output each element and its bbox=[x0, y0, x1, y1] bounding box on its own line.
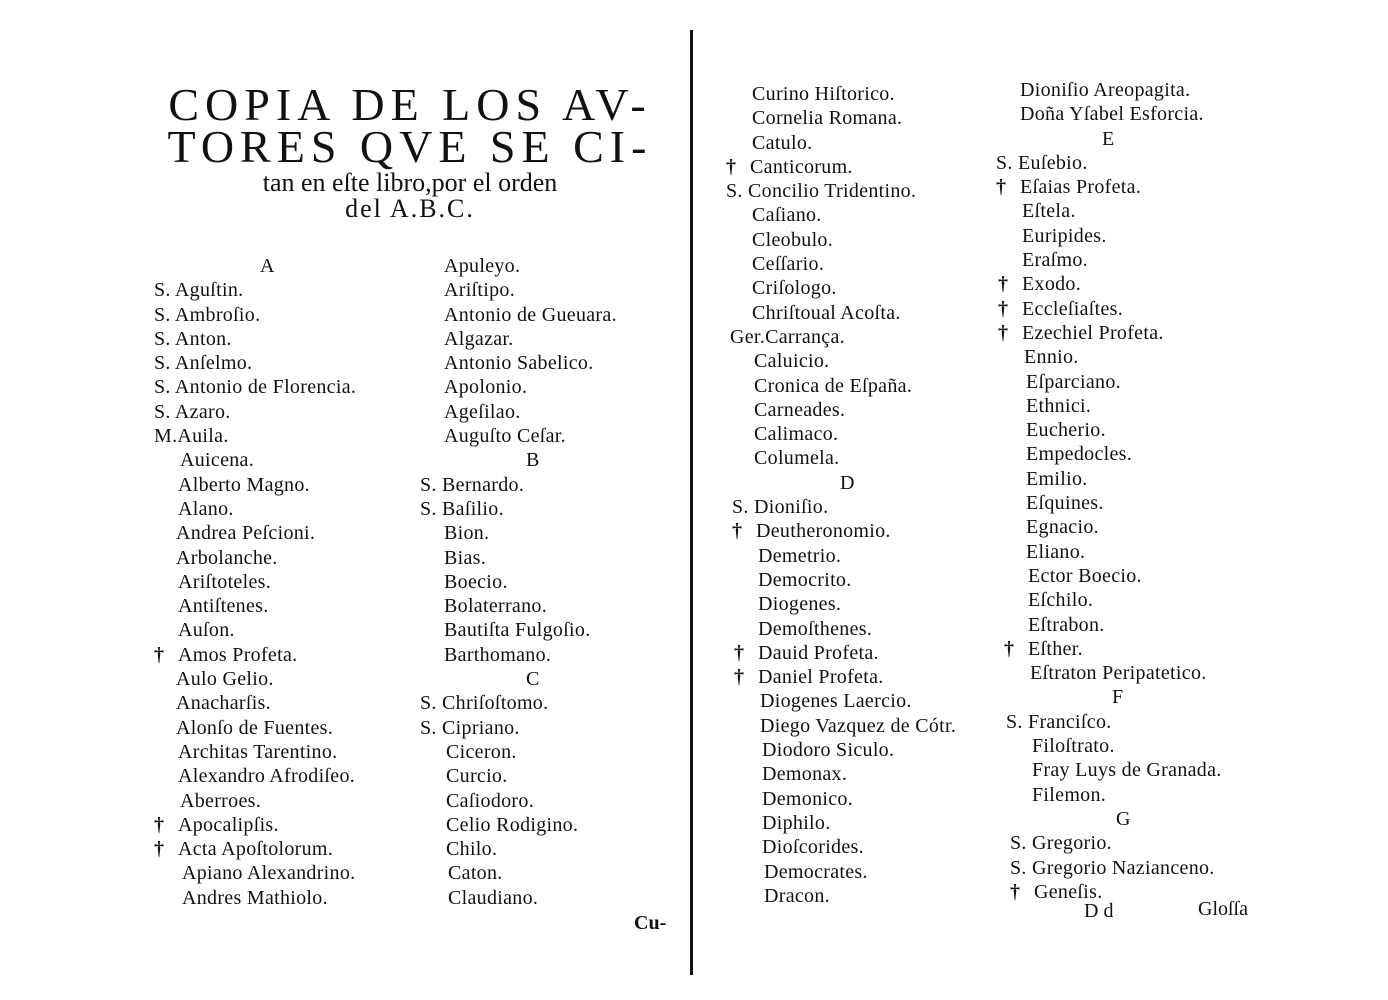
cross-icon: † bbox=[154, 838, 165, 861]
author-entry bbox=[420, 303, 680, 327]
author-name: Cleobulo. bbox=[752, 228, 834, 251]
author-entry bbox=[996, 248, 1264, 272]
author-name: S. Antonio de Florencia. bbox=[154, 376, 357, 399]
author-entry bbox=[726, 787, 994, 811]
author-entry bbox=[996, 734, 1264, 758]
author-name: S. Gregorio Nazianceno. bbox=[1010, 856, 1215, 879]
author-entry bbox=[420, 618, 680, 642]
author-entry bbox=[726, 203, 994, 227]
author-entry bbox=[726, 860, 994, 884]
author-name: S. Anſelmo. bbox=[154, 352, 253, 375]
author-name: S. Cipriano. bbox=[420, 716, 520, 739]
author-name: Bias. bbox=[444, 546, 487, 569]
author-name: Algazar. bbox=[444, 327, 514, 350]
author-entry bbox=[420, 546, 680, 570]
section-letter bbox=[996, 685, 1264, 709]
author-entry bbox=[154, 400, 414, 424]
author-name: Alano. bbox=[178, 497, 234, 520]
author-name: Apocalipſis. bbox=[178, 813, 279, 836]
author-name: S. Euſebio. bbox=[996, 151, 1088, 174]
author-entry bbox=[996, 540, 1264, 564]
author-entry bbox=[996, 442, 1264, 466]
author-name: Dioſcorides. bbox=[762, 836, 864, 859]
section-letter-label: C bbox=[526, 668, 540, 691]
author-name: Eccleſiaſtes. bbox=[1022, 297, 1124, 320]
author-entry bbox=[996, 588, 1264, 612]
author-entry bbox=[726, 835, 994, 859]
author-entry bbox=[996, 856, 1264, 880]
author-name: Eucherio. bbox=[1026, 419, 1106, 442]
author-column-3 bbox=[726, 82, 994, 908]
author-name: Amos Profeta. bbox=[178, 643, 298, 666]
author-name: Demoſthenes. bbox=[758, 617, 873, 640]
author-name: Doña Yſabel Esforcia. bbox=[1020, 103, 1204, 126]
author-column-2 bbox=[420, 254, 680, 910]
author-name: Ciceron. bbox=[446, 740, 517, 763]
cross-icon: † bbox=[1010, 880, 1021, 903]
author-entry bbox=[996, 151, 1264, 175]
author-entry bbox=[420, 521, 680, 545]
author-entry bbox=[154, 813, 414, 837]
page-title bbox=[150, 79, 670, 223]
author-name: Ariſtipo. bbox=[444, 279, 516, 302]
author-entry bbox=[996, 515, 1264, 539]
author-entry bbox=[726, 131, 994, 155]
author-name: Auguſto Ceſar. bbox=[444, 425, 566, 448]
author-entry bbox=[726, 398, 994, 422]
author-entry bbox=[996, 637, 1264, 661]
author-entry bbox=[996, 345, 1264, 369]
author-entry bbox=[726, 495, 994, 519]
author-entry bbox=[154, 716, 414, 740]
author-entry bbox=[726, 641, 994, 665]
author-name: Chilo. bbox=[446, 838, 498, 861]
cross-icon: † bbox=[154, 643, 165, 666]
author-name: Arbolanche. bbox=[176, 546, 278, 569]
author-entry bbox=[420, 789, 680, 813]
author-entry bbox=[996, 272, 1264, 296]
author-name: Caſiodoro. bbox=[446, 789, 534, 812]
author-entry bbox=[154, 861, 414, 885]
author-entry bbox=[726, 519, 994, 543]
author-name: Caton. bbox=[448, 862, 503, 885]
catchword-right: Gloſſa bbox=[1198, 898, 1248, 920]
author-column-4 bbox=[996, 78, 1264, 904]
author-entry bbox=[996, 783, 1264, 807]
author-entry bbox=[420, 691, 680, 715]
author-entry bbox=[996, 831, 1264, 855]
author-name: Bion. bbox=[444, 522, 490, 545]
author-name: Caſiano. bbox=[752, 204, 822, 227]
author-name: Dauid Profeta. bbox=[758, 641, 879, 664]
author-name: Criſologo. bbox=[752, 277, 837, 300]
section-letter-label: D bbox=[840, 471, 855, 494]
author-name: Columela. bbox=[754, 447, 840, 470]
author-name: Auicena. bbox=[180, 449, 255, 472]
author-name: Filoſtrato. bbox=[1032, 735, 1115, 758]
cross-icon: † bbox=[734, 641, 745, 664]
author-name: Eſtela. bbox=[1022, 200, 1076, 223]
author-name: Filemon. bbox=[1032, 783, 1107, 806]
author-name: Calimaco. bbox=[754, 423, 839, 446]
author-entry bbox=[154, 375, 414, 399]
author-name: Demonax. bbox=[762, 763, 848, 786]
author-name: S. Chriſoſtomo. bbox=[420, 692, 549, 715]
author-entry bbox=[726, 762, 994, 786]
author-entry bbox=[726, 252, 994, 276]
author-entry bbox=[996, 321, 1264, 345]
author-name: Curcio. bbox=[446, 765, 508, 788]
author-entry bbox=[420, 861, 680, 885]
cross-icon: † bbox=[996, 176, 1007, 199]
section-letter-label: A bbox=[260, 255, 275, 277]
author-entry bbox=[726, 592, 994, 616]
author-entry bbox=[996, 564, 1264, 588]
author-entry bbox=[154, 618, 414, 642]
author-entry bbox=[420, 400, 680, 424]
author-entry bbox=[996, 297, 1264, 321]
author-name: Deutheronomio. bbox=[756, 520, 891, 543]
author-name: Architas Tarentino. bbox=[178, 740, 338, 763]
author-entry bbox=[420, 351, 680, 375]
author-name: Eſquines. bbox=[1026, 492, 1104, 515]
author-entry bbox=[996, 78, 1264, 102]
author-entry bbox=[996, 418, 1264, 442]
author-name: Ethnici. bbox=[1026, 394, 1092, 417]
author-name: Apuleyo. bbox=[444, 255, 521, 277]
author-entry bbox=[154, 789, 414, 813]
author-name: Eſchilo. bbox=[1028, 589, 1094, 612]
author-entry bbox=[154, 521, 414, 545]
author-name: Democrito. bbox=[758, 568, 852, 591]
author-name: S. Baſilio. bbox=[420, 497, 504, 520]
cross-icon: † bbox=[998, 273, 1009, 296]
author-name: M.Auila. bbox=[154, 425, 229, 448]
author-entry bbox=[726, 568, 994, 592]
title-line-3: tan en eſte libro,por el orden bbox=[262, 168, 558, 197]
section-letter bbox=[154, 254, 414, 278]
author-name: S. Bernardo. bbox=[420, 473, 525, 496]
author-entry bbox=[420, 497, 680, 521]
author-name: Empedocles. bbox=[1026, 443, 1133, 466]
author-name: Diogenes. bbox=[758, 593, 842, 616]
author-entry bbox=[996, 661, 1264, 685]
author-name: S. Franciſco. bbox=[1006, 710, 1112, 733]
author-name: Aberroes. bbox=[180, 789, 262, 812]
author-name: Exodo. bbox=[1022, 273, 1082, 296]
author-entry bbox=[154, 351, 414, 375]
author-name: Antonio de Gueuara. bbox=[444, 303, 617, 326]
author-name: Eſtraton Peripatetico. bbox=[1030, 662, 1207, 685]
author-entry bbox=[726, 884, 994, 908]
author-name: Bautiſta Fulgoſio. bbox=[444, 619, 591, 642]
cross-icon: † bbox=[998, 321, 1009, 344]
author-name: Apolonio. bbox=[444, 376, 528, 399]
author-name: Democrates. bbox=[764, 860, 868, 883]
author-name: Ceſſario. bbox=[752, 253, 825, 276]
author-name: Antiſtenes. bbox=[178, 595, 269, 618]
author-entry bbox=[726, 738, 994, 762]
author-name: Canticorum. bbox=[750, 155, 853, 178]
author-name: Emilio. bbox=[1026, 467, 1088, 490]
author-entry bbox=[726, 422, 994, 446]
section-letter-label: G bbox=[1116, 807, 1131, 830]
section-letter-label: F bbox=[1112, 686, 1124, 709]
author-entry bbox=[726, 325, 994, 349]
author-name: Demetrio. bbox=[758, 544, 842, 567]
author-entry bbox=[726, 665, 994, 689]
author-entry bbox=[726, 301, 994, 325]
author-name: Alonſo de Fuentes. bbox=[176, 716, 334, 739]
section-letter bbox=[996, 807, 1264, 831]
author-entry bbox=[726, 179, 994, 203]
author-entry bbox=[420, 837, 680, 861]
author-entry bbox=[154, 497, 414, 521]
author-column-1 bbox=[154, 254, 414, 910]
author-name: Eraſmo. bbox=[1022, 249, 1088, 272]
author-entry bbox=[420, 886, 680, 910]
author-name: Ariſtoteles. bbox=[178, 570, 272, 593]
author-entry bbox=[420, 254, 680, 278]
author-name: Fray Luys de Granada. bbox=[1032, 759, 1222, 782]
author-name: Euripides. bbox=[1022, 224, 1107, 247]
author-name: Ger.Carrança. bbox=[730, 325, 845, 348]
author-entry bbox=[420, 643, 680, 667]
author-name: Diphilo. bbox=[762, 811, 831, 834]
author-name: Ector Boecio. bbox=[1028, 564, 1142, 587]
title-line-1: COPIA DE LOS AV- bbox=[168, 79, 652, 130]
author-name: Ennio. bbox=[1024, 346, 1079, 369]
cross-icon: † bbox=[732, 520, 743, 543]
author-entry bbox=[154, 546, 414, 570]
author-name: Acta Apoſtolorum. bbox=[178, 838, 334, 861]
author-name: Curino Hiſtorico. bbox=[752, 83, 895, 105]
author-name: Andres Mathiolo. bbox=[182, 886, 328, 909]
title-line-4: del A.B.C. bbox=[345, 194, 475, 223]
author-entry bbox=[726, 544, 994, 568]
author-entry bbox=[154, 643, 414, 667]
author-name: Geneſis. bbox=[1034, 880, 1103, 903]
author-entry bbox=[726, 349, 994, 373]
author-entry bbox=[726, 689, 994, 713]
author-entry bbox=[420, 375, 680, 399]
author-name: Boecio. bbox=[444, 570, 508, 593]
author-name: Bolaterrano. bbox=[444, 595, 548, 618]
author-entry bbox=[420, 424, 680, 448]
author-name: Cornelia Romana. bbox=[752, 107, 903, 130]
author-entry bbox=[726, 714, 994, 738]
author-entry bbox=[420, 327, 680, 351]
author-entry bbox=[996, 613, 1264, 637]
author-name: Cronica de Eſpaña. bbox=[754, 374, 913, 397]
author-entry bbox=[420, 813, 680, 837]
author-entry bbox=[726, 446, 994, 470]
author-name: Ezechiel Profeta. bbox=[1022, 321, 1164, 344]
author-entry bbox=[726, 155, 994, 179]
author-entry bbox=[420, 570, 680, 594]
author-entry bbox=[154, 278, 414, 302]
author-entry bbox=[996, 491, 1264, 515]
author-name: Andrea Peſcioni. bbox=[176, 522, 316, 545]
author-entry bbox=[996, 710, 1264, 734]
section-letter bbox=[996, 127, 1264, 151]
cross-icon: † bbox=[726, 155, 737, 178]
author-entry bbox=[154, 886, 414, 910]
author-entry bbox=[154, 303, 414, 327]
author-name: Claudiano. bbox=[448, 886, 539, 909]
author-name: Antonio Sabelico. bbox=[444, 352, 594, 375]
author-name: Eliano. bbox=[1026, 540, 1086, 563]
section-letter bbox=[420, 448, 680, 472]
author-name: S. Concilio Tridentino. bbox=[726, 180, 917, 203]
author-entry bbox=[154, 473, 414, 497]
author-name: Ageſilao. bbox=[444, 400, 521, 423]
author-name: Eſther. bbox=[1028, 637, 1083, 660]
author-name: S. Gregorio. bbox=[1010, 832, 1112, 855]
author-name: S. Ambroſio. bbox=[154, 303, 261, 326]
author-name: S. Anton. bbox=[154, 327, 232, 350]
author-entry bbox=[154, 424, 414, 448]
author-name: Alexandro Afrodiſeo. bbox=[178, 765, 356, 788]
cross-icon: † bbox=[154, 813, 165, 836]
author-entry bbox=[726, 82, 994, 106]
author-name: Anacharſis. bbox=[176, 692, 271, 715]
author-name: Eſaias Profeta. bbox=[1020, 176, 1142, 199]
cross-icon: † bbox=[998, 297, 1009, 320]
author-name: Eſparciano. bbox=[1026, 370, 1121, 393]
author-name: S. Dioniſio. bbox=[732, 496, 829, 519]
author-entry bbox=[726, 276, 994, 300]
author-entry bbox=[154, 691, 414, 715]
author-name: Daniel Profeta. bbox=[758, 666, 884, 689]
author-entry bbox=[726, 228, 994, 252]
author-name: S. Aguſtin. bbox=[154, 279, 244, 302]
author-name: Diego Vazquez de Cótr. bbox=[760, 714, 957, 737]
author-entry bbox=[996, 758, 1264, 782]
author-name: Diogenes Laercio. bbox=[760, 690, 912, 713]
section-letter bbox=[420, 667, 680, 691]
author-entry bbox=[154, 740, 414, 764]
author-name: Barthomano. bbox=[444, 643, 552, 666]
author-entry bbox=[154, 570, 414, 594]
author-name: Egnacio. bbox=[1026, 516, 1099, 539]
author-name: Dioniſio Areopagita. bbox=[1020, 79, 1191, 101]
author-entry bbox=[726, 374, 994, 398]
author-entry bbox=[420, 764, 680, 788]
author-entry bbox=[154, 594, 414, 618]
author-name: Aulo Gelio. bbox=[176, 668, 274, 691]
author-entry bbox=[420, 473, 680, 497]
author-entry bbox=[154, 448, 414, 472]
section-letter-label: E bbox=[1102, 127, 1115, 150]
author-entry bbox=[996, 102, 1264, 126]
author-entry bbox=[420, 716, 680, 740]
author-entry bbox=[154, 837, 414, 861]
author-name: Celio Rodigino. bbox=[446, 813, 579, 836]
author-name: Eſtrabon. bbox=[1028, 613, 1105, 636]
page-gutter-line bbox=[690, 30, 693, 975]
author-name: Dracon. bbox=[764, 884, 830, 907]
author-name: S. Azaro. bbox=[154, 400, 231, 423]
author-entry bbox=[996, 394, 1264, 418]
signature-mark: D d bbox=[1084, 900, 1114, 922]
author-entry bbox=[154, 327, 414, 351]
author-entry bbox=[996, 175, 1264, 199]
author-entry bbox=[726, 811, 994, 835]
author-entry bbox=[420, 740, 680, 764]
author-entry bbox=[996, 199, 1264, 223]
author-name: Auſon. bbox=[178, 619, 235, 642]
author-name: Alberto Magno. bbox=[178, 473, 310, 496]
author-name: Chriſtoual Acoſta. bbox=[752, 301, 901, 324]
cross-icon: † bbox=[1004, 637, 1015, 660]
section-letter bbox=[726, 471, 994, 495]
author-name: Catulo. bbox=[752, 131, 813, 154]
author-entry bbox=[420, 278, 680, 302]
author-entry bbox=[154, 764, 414, 788]
cross-icon: † bbox=[734, 666, 745, 689]
author-entry bbox=[154, 667, 414, 691]
author-name: Diodoro Siculo. bbox=[762, 739, 895, 762]
author-name: Demonico. bbox=[762, 787, 854, 810]
author-name: Apiano Alexandrino. bbox=[182, 862, 356, 885]
author-entry bbox=[996, 224, 1264, 248]
author-entry bbox=[420, 594, 680, 618]
author-entry bbox=[726, 617, 994, 641]
author-entry bbox=[996, 467, 1264, 491]
author-entry bbox=[996, 370, 1264, 394]
catchword-left: Cu- bbox=[634, 912, 667, 934]
author-entry bbox=[726, 106, 994, 130]
author-name: Caluicio. bbox=[754, 350, 830, 373]
author-name: Carneades. bbox=[754, 398, 846, 421]
title-line-2: TORES QVE SE CI- bbox=[167, 121, 653, 172]
section-letter-label: B bbox=[526, 449, 540, 472]
